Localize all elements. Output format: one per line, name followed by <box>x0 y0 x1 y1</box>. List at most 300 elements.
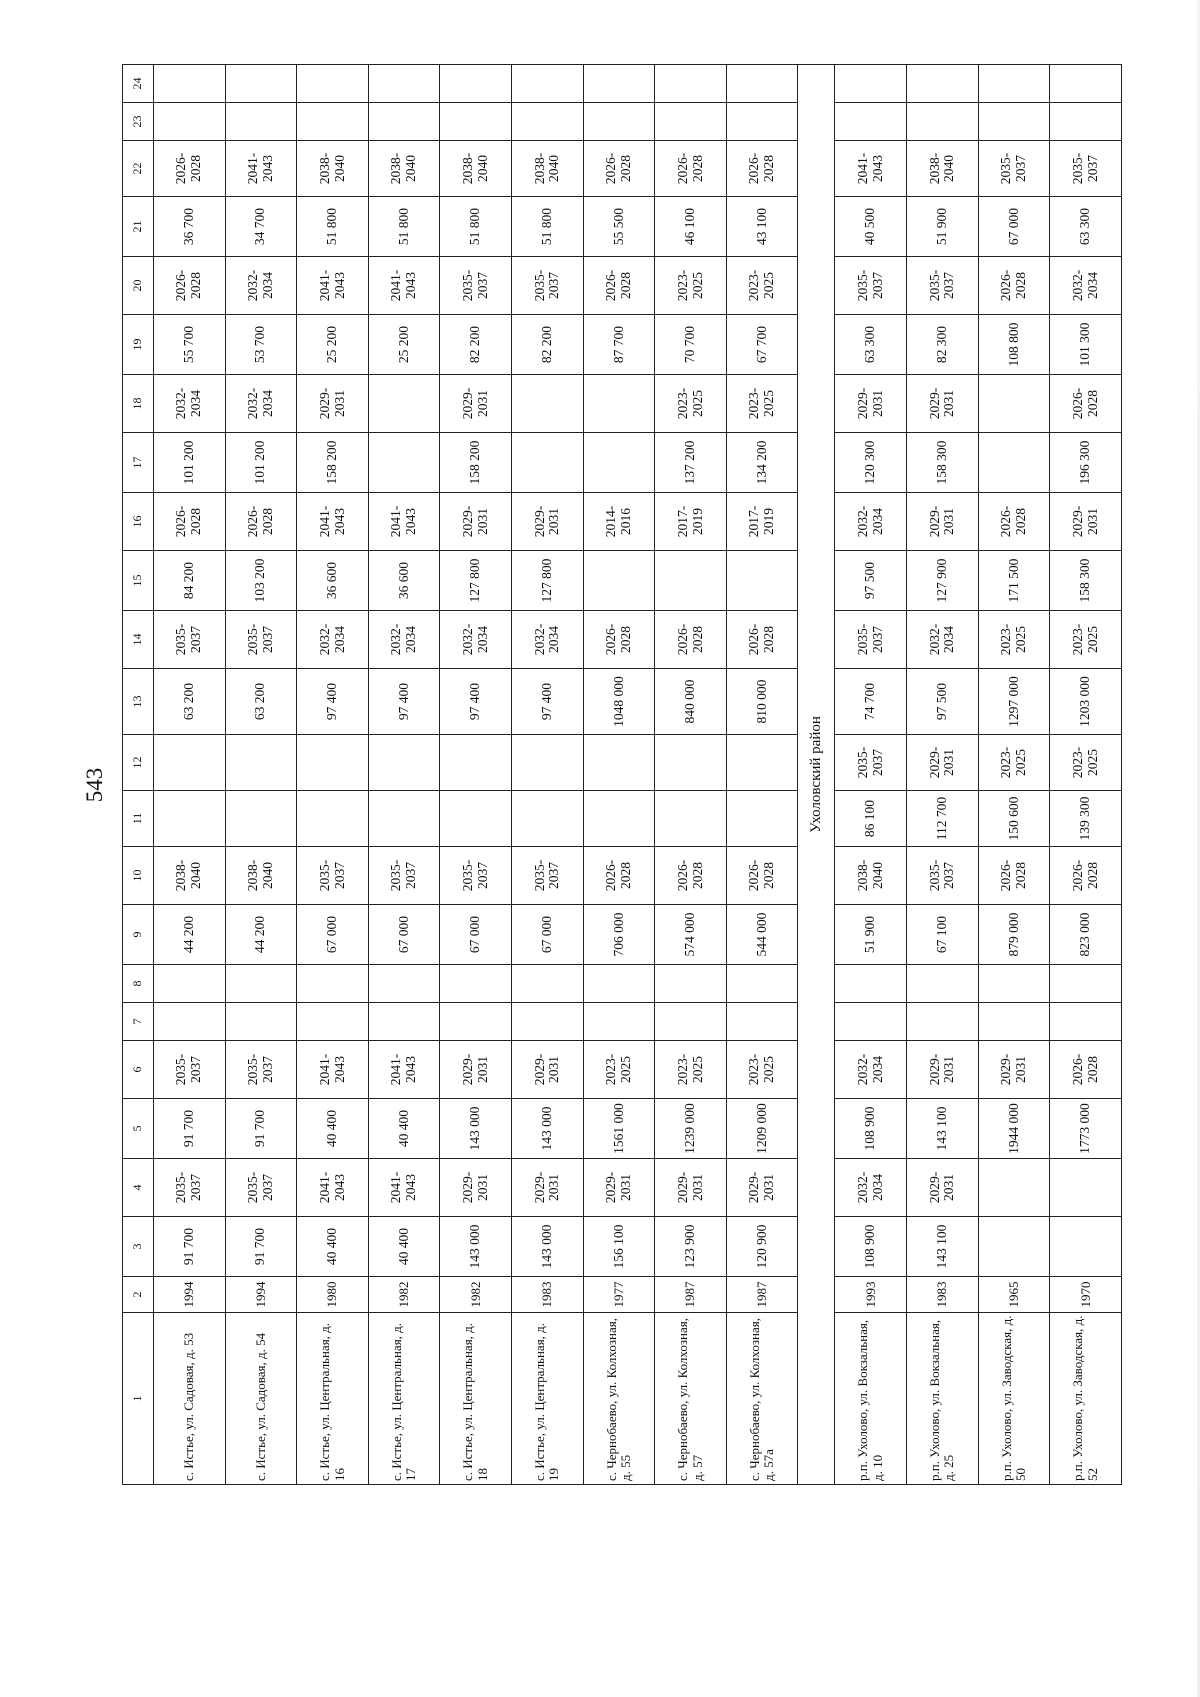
table-cell <box>368 103 440 141</box>
table-cell: 2035-2037 <box>440 847 512 905</box>
table-cell <box>978 1217 1050 1277</box>
table-cell <box>978 1003 1050 1041</box>
address-cell: с. Истье, ул. Центральная, д. 18 <box>440 1313 512 1485</box>
table-cell <box>225 65 297 103</box>
table-cell <box>154 965 226 1003</box>
table-cell: 44 200 <box>225 905 297 965</box>
table-cell: 51 800 <box>440 197 512 257</box>
table-cell: 91 700 <box>225 1099 297 1159</box>
table-cell: 40 400 <box>297 1099 369 1159</box>
column-number: 5 <box>123 1099 154 1159</box>
table-cell <box>1050 1159 1122 1217</box>
address-cell: с. Истье, ул. Центральная, д. 19 <box>512 1313 584 1485</box>
table-cell: 2035-2037 <box>512 847 584 905</box>
table-row <box>978 65 1050 1485</box>
table-cell <box>154 103 226 141</box>
table-cell <box>512 433 584 493</box>
table-cell: 2032-2034 <box>225 375 297 433</box>
table-cell: 2029-2031 <box>655 1159 727 1217</box>
table-cell: 67 000 <box>978 197 1050 257</box>
table-cell <box>368 735 440 791</box>
table-cell: 2026-2028 <box>655 847 727 905</box>
year-cell: 1977 <box>583 1277 655 1313</box>
table-cell: 127 800 <box>440 551 512 611</box>
table-cell: 2023-2025 <box>726 257 798 315</box>
table-cell: 46 100 <box>655 197 727 257</box>
table-cell: 2032-2034 <box>154 375 226 433</box>
table-cell: 55 500 <box>583 197 655 257</box>
table-cell <box>368 375 440 433</box>
table-cell: 840 000 <box>655 669 727 735</box>
table-cell <box>726 1003 798 1041</box>
year-cell: 1993 <box>835 1277 907 1313</box>
column-number-row <box>123 65 154 1485</box>
table-cell: 810 000 <box>726 669 798 735</box>
table-row <box>583 65 655 1485</box>
table-cell <box>583 433 655 493</box>
table-cell <box>655 103 727 141</box>
table-cell: 2032-2034 <box>835 493 907 551</box>
column-number: 7 <box>123 1003 154 1041</box>
table-cell <box>583 551 655 611</box>
table-cell: 101 200 <box>154 433 226 493</box>
table-cell: 143 000 <box>440 1099 512 1159</box>
year-cell: 1965 <box>978 1277 1050 1313</box>
table-cell <box>225 735 297 791</box>
table-cell <box>440 965 512 1003</box>
table-cell: 2032-2034 <box>835 1159 907 1217</box>
table-cell: 2035-2037 <box>154 1159 226 1217</box>
table-cell: 53 700 <box>225 315 297 375</box>
table-cell: 2038-2040 <box>225 847 297 905</box>
table-cell: 2041-2043 <box>368 1041 440 1099</box>
table-cell: 2032-2034 <box>368 611 440 669</box>
table-cell: 2041-2043 <box>835 141 907 197</box>
table-cell: 143 000 <box>512 1099 584 1159</box>
address-cell: с. Истье, ул. Садовая, д. 54 <box>225 1313 297 1485</box>
table-cell <box>655 735 727 791</box>
table-cell <box>726 65 798 103</box>
table-cell <box>583 735 655 791</box>
table-cell: 63 300 <box>835 315 907 375</box>
table-cell: 2029-2031 <box>512 1159 584 1217</box>
table-cell: 2032-2034 <box>1050 257 1122 315</box>
table-cell: 2029-2031 <box>440 375 512 433</box>
column-number: 14 <box>123 611 154 669</box>
table-cell: 97 400 <box>297 669 369 735</box>
table-cell: 158 200 <box>297 433 369 493</box>
table-cell <box>368 65 440 103</box>
table-cell: 120 900 <box>726 1217 798 1277</box>
table-cell <box>655 65 727 103</box>
address-cell: р.п. Ухолово, ул. Заводская, д. 52 <box>1050 1313 1122 1485</box>
table-cell: 137 200 <box>655 433 727 493</box>
column-number: 1 <box>123 1313 154 1485</box>
table-cell <box>583 375 655 433</box>
table-cell: 63 200 <box>225 669 297 735</box>
table-cell: 2023-2025 <box>655 375 727 433</box>
table-cell: 2032-2034 <box>835 1041 907 1099</box>
table-cell <box>907 65 979 103</box>
table-cell <box>440 791 512 847</box>
table-cell <box>512 375 584 433</box>
column-number: 20 <box>123 257 154 315</box>
table-cell <box>726 791 798 847</box>
table-cell: 2041-2043 <box>225 141 297 197</box>
column-number: 18 <box>123 375 154 433</box>
table-row <box>154 65 226 1485</box>
table-cell: 108 900 <box>835 1099 907 1159</box>
table-cell: 44 200 <box>154 905 226 965</box>
table-cell: 40 400 <box>297 1217 369 1277</box>
table-cell: 112 700 <box>907 791 979 847</box>
table-cell: 2029-2031 <box>440 493 512 551</box>
column-number: 13 <box>123 669 154 735</box>
table-cell <box>512 65 584 103</box>
table-cell <box>368 1003 440 1041</box>
table-cell: 2041-2043 <box>368 493 440 551</box>
table-cell: 97 400 <box>440 669 512 735</box>
table-cell: 2035-2037 <box>512 257 584 315</box>
table-cell <box>1050 965 1122 1003</box>
table-cell: 2032-2034 <box>297 611 369 669</box>
table-cell: 34 700 <box>225 197 297 257</box>
table-cell <box>835 103 907 141</box>
table-cell: 2023-2025 <box>978 611 1050 669</box>
table-cell <box>297 103 369 141</box>
table-cell: 51 800 <box>512 197 584 257</box>
table-cell <box>907 103 979 141</box>
table-cell: 2026-2028 <box>154 493 226 551</box>
table-cell: 2038-2040 <box>154 847 226 905</box>
column-number: 6 <box>123 1041 154 1099</box>
section-row <box>798 65 835 1485</box>
table-row <box>1050 65 1122 1485</box>
table-cell: 1297 000 <box>978 669 1050 735</box>
table-cell: 91 700 <box>225 1217 297 1277</box>
table-cell <box>978 1159 1050 1217</box>
table-cell: 2026-2028 <box>154 141 226 197</box>
table-cell: 2029-2031 <box>297 375 369 433</box>
table-cell: 2017-2019 <box>726 493 798 551</box>
table-cell: 67 000 <box>440 905 512 965</box>
table-cell: 2029-2031 <box>1050 493 1122 551</box>
table-row <box>907 65 979 1485</box>
table-cell <box>368 965 440 1003</box>
table-cell: 2029-2031 <box>512 493 584 551</box>
table-cell <box>1050 103 1122 141</box>
table-cell: 2026-2028 <box>726 847 798 905</box>
table-cell: 2035-2037 <box>1050 141 1122 197</box>
table-cell: 2026-2028 <box>154 257 226 315</box>
table-cell <box>512 965 584 1003</box>
table-cell: 91 700 <box>154 1217 226 1277</box>
table-cell <box>225 1003 297 1041</box>
table-cell: 91 700 <box>154 1099 226 1159</box>
table-cell: 2035-2037 <box>835 257 907 315</box>
table-cell <box>1050 1217 1122 1277</box>
table-cell: 2026-2028 <box>978 257 1050 315</box>
table-cell: 158 300 <box>1050 551 1122 611</box>
table-cell <box>368 433 440 493</box>
table-cell: 2041-2043 <box>297 493 369 551</box>
table-cell: 101 200 <box>225 433 297 493</box>
column-number: 17 <box>123 433 154 493</box>
table-row <box>297 65 369 1485</box>
table-cell: 2035-2037 <box>154 1041 226 1099</box>
table-cell <box>978 103 1050 141</box>
table-cell: 196 300 <box>1050 433 1122 493</box>
table-cell: 2035-2037 <box>225 1159 297 1217</box>
table-cell <box>440 65 512 103</box>
table-cell <box>835 1003 907 1041</box>
table-cell: 67 100 <box>907 905 979 965</box>
table-cell: 158 200 <box>440 433 512 493</box>
address-cell: р.п. Ухолово, ул. Заводская, д. 50 <box>978 1313 1050 1485</box>
column-number: 2 <box>123 1277 154 1313</box>
table-cell: 51 900 <box>907 197 979 257</box>
table-cell: 127 900 <box>907 551 979 611</box>
table-cell: 2026-2028 <box>726 611 798 669</box>
table-cell: 40 400 <box>368 1217 440 1277</box>
table-cell: 123 900 <box>655 1217 727 1277</box>
table-cell: 2041-2043 <box>297 257 369 315</box>
table-cell: 2026-2028 <box>225 493 297 551</box>
table-cell: 84 200 <box>154 551 226 611</box>
table-cell: 150 600 <box>978 791 1050 847</box>
table-cell: 2026-2028 <box>1050 1041 1122 1099</box>
table-row <box>368 65 440 1485</box>
address-cell: с. Истье, ул. Садовая, д. 53 <box>154 1313 226 1485</box>
table-cell <box>655 1003 727 1041</box>
column-number: 24 <box>123 65 154 103</box>
table-cell: 2035-2037 <box>907 847 979 905</box>
address-cell: с. Чернобаево, ул. Колхозная, д. 55 <box>583 1313 655 1485</box>
column-number: 4 <box>123 1159 154 1217</box>
table-cell: 2026-2028 <box>1050 375 1122 433</box>
page-number: 543 <box>82 767 107 803</box>
table-body <box>123 65 1122 1485</box>
year-cell: 1983 <box>907 1277 979 1313</box>
address-cell: р.п. Ухолово, ул. Вокзальная, д. 10 <box>835 1313 907 1485</box>
table-cell <box>978 965 1050 1003</box>
table-cell: 2017-2019 <box>655 493 727 551</box>
table-cell: 87 700 <box>583 315 655 375</box>
table-cell <box>512 735 584 791</box>
table-cell: 2035-2037 <box>907 257 979 315</box>
section-title: Ухоловский район <box>798 65 835 1485</box>
table-cell <box>154 65 226 103</box>
table-row <box>225 65 297 1485</box>
table-cell: 43 100 <box>726 197 798 257</box>
table-cell: 40 400 <box>368 1099 440 1159</box>
table-cell: 63 200 <box>154 669 226 735</box>
table-cell: 67 000 <box>297 905 369 965</box>
table-cell <box>655 791 727 847</box>
table-cell <box>655 551 727 611</box>
table-cell <box>655 965 727 1003</box>
table-cell: 2023-2025 <box>655 1041 727 1099</box>
table-cell: 2023-2025 <box>726 375 798 433</box>
table-cell <box>835 965 907 1003</box>
table-cell: 2026-2028 <box>655 611 727 669</box>
table-cell: 2035-2037 <box>225 1041 297 1099</box>
table-cell: 2038-2040 <box>835 847 907 905</box>
table-cell: 36 600 <box>368 551 440 611</box>
table-cell: 25 200 <box>368 315 440 375</box>
table-cell <box>512 1003 584 1041</box>
table-cell <box>835 65 907 103</box>
rotated-table-area <box>122 65 1122 1485</box>
table-cell: 2029-2031 <box>907 375 979 433</box>
table-cell: 70 700 <box>655 315 727 375</box>
table-cell <box>440 735 512 791</box>
year-cell: 1994 <box>225 1277 297 1313</box>
table-row <box>835 65 907 1485</box>
table-cell: 1561 000 <box>583 1099 655 1159</box>
year-cell: 1982 <box>440 1277 512 1313</box>
column-number: 9 <box>123 905 154 965</box>
table-cell: 2035-2037 <box>297 847 369 905</box>
table-cell: 158 300 <box>907 433 979 493</box>
table-cell <box>154 1003 226 1041</box>
table-cell <box>978 65 1050 103</box>
table-cell: 2026-2028 <box>978 847 1050 905</box>
table-cell: 2023-2025 <box>1050 611 1122 669</box>
table-cell: 97 500 <box>835 551 907 611</box>
table-cell: 86 100 <box>835 791 907 847</box>
table-cell <box>907 965 979 1003</box>
table-cell: 2035-2037 <box>440 257 512 315</box>
table-cell: 706 000 <box>583 905 655 965</box>
table-cell: 2038-2040 <box>440 141 512 197</box>
table-cell: 2026-2028 <box>1050 847 1122 905</box>
table-cell: 127 800 <box>512 551 584 611</box>
table-cell: 55 700 <box>154 315 226 375</box>
table-cell: 2032-2034 <box>225 257 297 315</box>
table-cell: 139 300 <box>1050 791 1122 847</box>
table-cell <box>978 433 1050 493</box>
year-cell: 1980 <box>297 1277 369 1313</box>
table-cell: 63 300 <box>1050 197 1122 257</box>
table-row <box>655 65 727 1485</box>
table-cell: 2032-2034 <box>440 611 512 669</box>
column-number: 11 <box>123 791 154 847</box>
table-cell <box>583 65 655 103</box>
table-cell: 2041-2043 <box>368 257 440 315</box>
column-number: 19 <box>123 315 154 375</box>
table-cell: 2038-2040 <box>512 141 584 197</box>
table-cell <box>726 735 798 791</box>
table-cell: 2029-2031 <box>726 1159 798 1217</box>
table-cell: 120 300 <box>835 433 907 493</box>
table-cell: 2035-2037 <box>154 611 226 669</box>
table-cell <box>1050 1003 1122 1041</box>
table-cell: 2035-2037 <box>225 611 297 669</box>
table-cell: 143 100 <box>907 1099 979 1159</box>
table-cell: 1209 000 <box>726 1099 798 1159</box>
table-cell <box>368 791 440 847</box>
table-cell: 544 000 <box>726 905 798 965</box>
table-cell: 2041-2043 <box>297 1159 369 1217</box>
table-cell: 2029-2031 <box>583 1159 655 1217</box>
table-cell <box>440 103 512 141</box>
table-cell <box>726 103 798 141</box>
column-number: 16 <box>123 493 154 551</box>
table-cell: 134 200 <box>726 433 798 493</box>
table-cell <box>225 965 297 1003</box>
table-cell: 67 000 <box>368 905 440 965</box>
table-cell <box>583 103 655 141</box>
table-cell: 103 200 <box>225 551 297 611</box>
table-cell: 2023-2025 <box>978 735 1050 791</box>
table-cell: 2029-2031 <box>907 493 979 551</box>
column-number: 12 <box>123 735 154 791</box>
table-cell: 143 000 <box>512 1217 584 1277</box>
table-cell: 36 700 <box>154 197 226 257</box>
table-cell: 67 700 <box>726 315 798 375</box>
table-cell <box>1050 65 1122 103</box>
table-cell <box>225 791 297 847</box>
year-cell: 1987 <box>726 1277 798 1313</box>
table-cell: 101 300 <box>1050 315 1122 375</box>
table-cell <box>225 103 297 141</box>
table-cell: 2029-2031 <box>907 1159 979 1217</box>
table-cell <box>583 791 655 847</box>
table-cell: 1203 000 <box>1050 669 1122 735</box>
year-cell: 1987 <box>655 1277 727 1313</box>
table-cell: 97 400 <box>368 669 440 735</box>
table-cell <box>154 791 226 847</box>
table-cell: 51 800 <box>297 197 369 257</box>
table-cell: 67 000 <box>512 905 584 965</box>
table-cell: 2026-2028 <box>583 257 655 315</box>
table-cell: 25 200 <box>297 315 369 375</box>
table-cell: 2032-2034 <box>907 611 979 669</box>
table-cell: 2041-2043 <box>297 1041 369 1099</box>
address-cell: с. Чернобаево, ул. Колхозная, д. 57а <box>726 1313 798 1485</box>
table-cell: 2026-2028 <box>583 611 655 669</box>
year-cell: 1970 <box>1050 1277 1122 1313</box>
table-cell: 2026-2028 <box>655 141 727 197</box>
table-cell: 36 600 <box>297 551 369 611</box>
table-cell: 2026-2028 <box>978 493 1050 551</box>
table-cell: 1773 000 <box>1050 1099 1122 1159</box>
table-cell: 2026-2028 <box>726 141 798 197</box>
table-cell: 2029-2031 <box>512 1041 584 1099</box>
table-cell: 879 000 <box>978 905 1050 965</box>
table-cell <box>726 551 798 611</box>
table-cell: 1048 000 <box>583 669 655 735</box>
repair-schedule-table <box>122 64 1122 1485</box>
table-cell: 82 200 <box>440 315 512 375</box>
table-cell: 574 000 <box>655 905 727 965</box>
table-cell: 171 500 <box>978 551 1050 611</box>
address-cell: с. Истье, ул. Центральная, д. 16 <box>297 1313 369 1485</box>
table-cell <box>440 1003 512 1041</box>
table-row <box>512 65 584 1485</box>
address-cell: р.п. Ухолово, ул. Вокзальная, д. 25 <box>907 1313 979 1485</box>
table-cell: 2023-2025 <box>655 257 727 315</box>
table-cell <box>297 791 369 847</box>
table-cell: 2029-2031 <box>907 735 979 791</box>
table-cell: 2023-2025 <box>1050 735 1122 791</box>
table-row <box>440 65 512 1485</box>
table-cell: 97 500 <box>907 669 979 735</box>
table-cell: 108 800 <box>978 315 1050 375</box>
table-cell: 2035-2037 <box>368 847 440 905</box>
year-cell: 1982 <box>368 1277 440 1313</box>
